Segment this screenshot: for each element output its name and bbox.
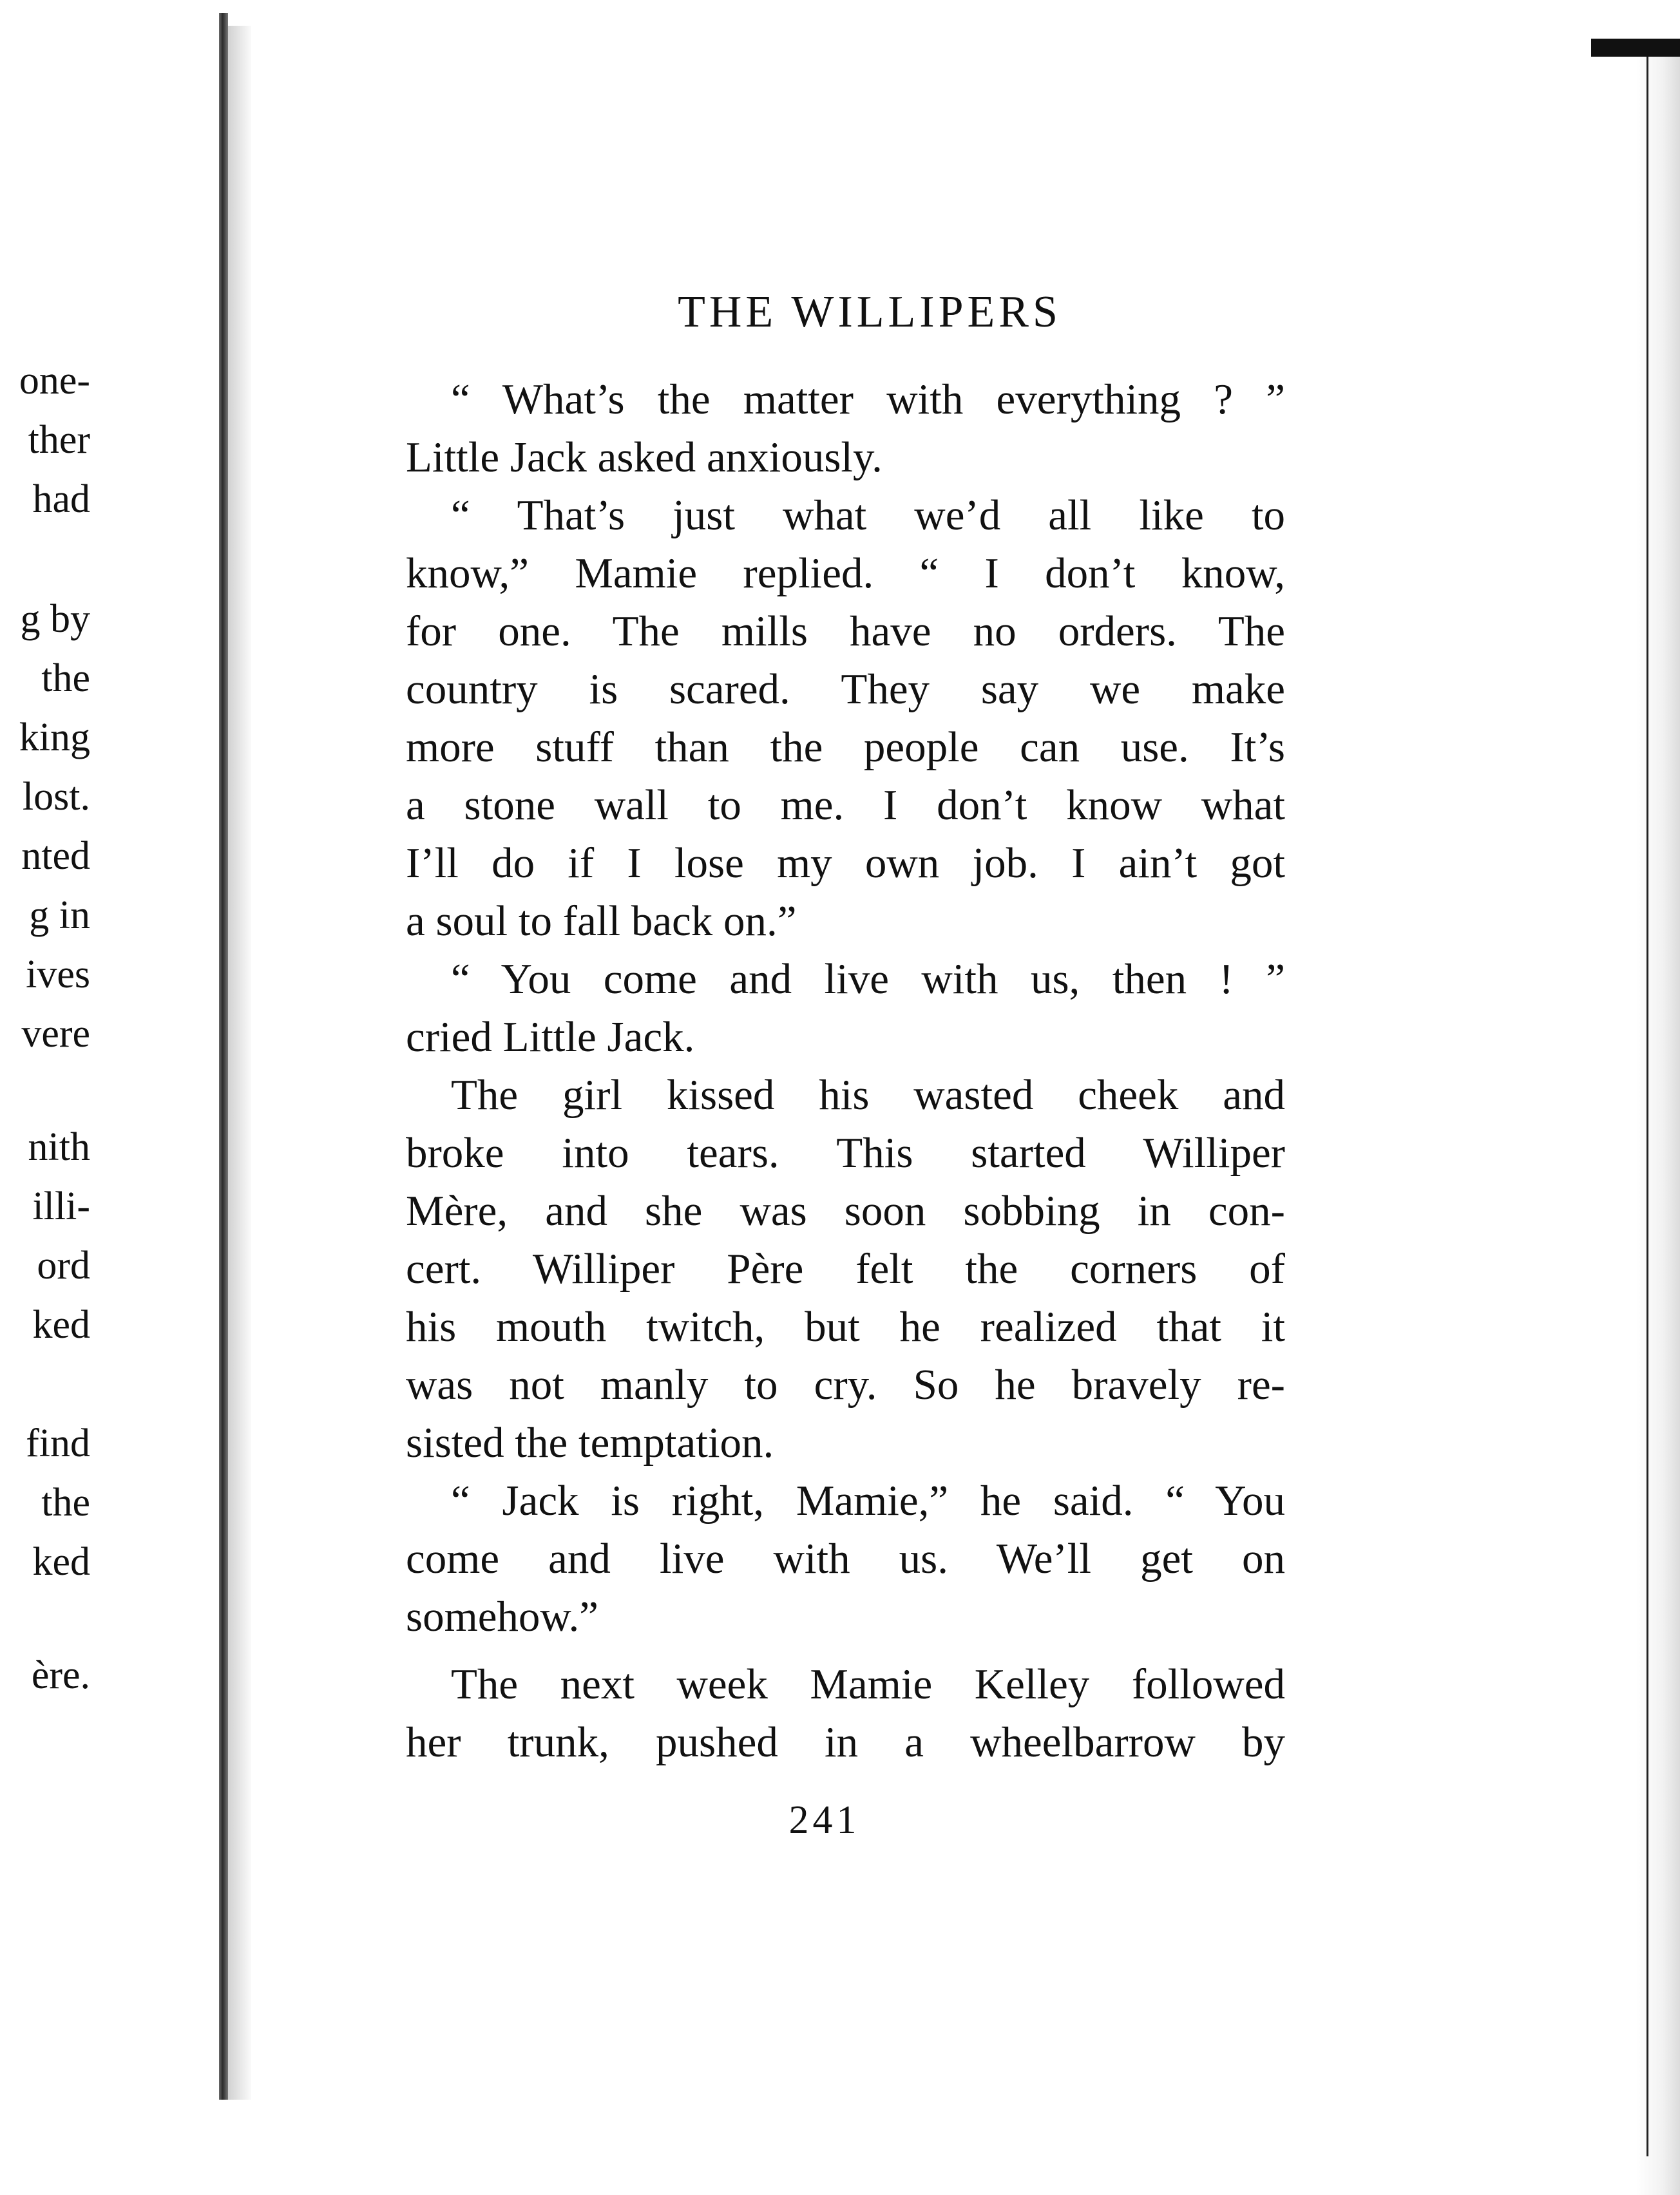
text-line: sisted the temptation.	[406, 1419, 774, 1467]
book-gutter	[219, 13, 228, 2100]
text-line: more stuff than the people can use. It’s	[406, 723, 1285, 771]
text-line: cried Little Jack.	[406, 1013, 695, 1061]
text-line: The girl kissed his wasted cheek and	[451, 1071, 1285, 1119]
text-line: Little Jack asked anxiously.	[406, 433, 883, 481]
left-fragment: ked	[32, 1540, 90, 1584]
gutter-shadow	[228, 26, 254, 2100]
left-fragment: ère.	[31, 1653, 90, 1697]
text-line: “ You come and live with us, then ! ”	[451, 955, 1285, 1003]
text-line: somehow.”	[406, 1593, 598, 1640]
left-fragment: nted	[21, 834, 90, 878]
running-head: THE WILLIPERS	[678, 287, 1062, 337]
left-fragment: ther	[28, 418, 90, 462]
text-line: his mouth twitch, but he realized that it	[406, 1303, 1285, 1351]
page-edge	[1636, 39, 1680, 2195]
left-fragment: ked	[32, 1303, 90, 1347]
left-fragment: vere	[21, 1012, 90, 1056]
text-line: come and live with us. We’ll get on	[406, 1535, 1285, 1582]
left-fragment: king	[19, 716, 90, 759]
left-fragment: lost.	[22, 775, 90, 819]
left-fragment: had	[32, 477, 90, 521]
text-line: cert. Williper Père felt the corners of	[406, 1245, 1285, 1293]
cover-edge	[1591, 39, 1680, 57]
left-fragment: one-	[19, 359, 90, 403]
page-edge-line	[1647, 57, 1648, 2156]
left-page	[0, 0, 232, 2195]
text-line: a soul to fall back on.”	[406, 897, 797, 945]
text-line: “ What’s the matter with everything ? ”	[451, 375, 1285, 423]
text-line: Mère, and she was soon sobbing in con-	[406, 1187, 1285, 1235]
text-line: I’ll do if I lose my own job. I ain’t got	[406, 839, 1285, 887]
left-fragment: ord	[37, 1244, 90, 1288]
text-line: The next week Mamie Kelley followed	[451, 1660, 1285, 1708]
left-fragment: nith	[28, 1125, 90, 1169]
text-line: was not manly to cry. So he bravely re-	[406, 1361, 1285, 1409]
text-line: her trunk, pushed in a wheelbarrow by	[406, 1718, 1285, 1766]
left-fragment: illi-	[32, 1184, 90, 1228]
page-number: 241	[788, 1798, 861, 1842]
text-line: broke into tears. This started Williper	[406, 1129, 1285, 1177]
left-fragment: find	[26, 1421, 90, 1465]
text-line: for one. The mills have no orders. The	[406, 607, 1285, 655]
left-fragment: the	[41, 1481, 90, 1525]
left-fragment: ives	[26, 953, 90, 996]
left-fragment: the	[41, 656, 90, 700]
left-fragment: g by	[20, 597, 90, 641]
left-fragment: g in	[29, 893, 90, 937]
text-line: country is scared. They say we make	[406, 665, 1285, 713]
text-line: “ Jack is right, Mamie,” he said. “ You	[451, 1477, 1285, 1525]
text-line: “ That’s just what we’d all like to	[451, 491, 1285, 539]
text-line: a stone wall to me. I don’t know what	[406, 781, 1285, 829]
text-line: know,” Mamie replied. “ I don’t know,	[406, 549, 1285, 597]
